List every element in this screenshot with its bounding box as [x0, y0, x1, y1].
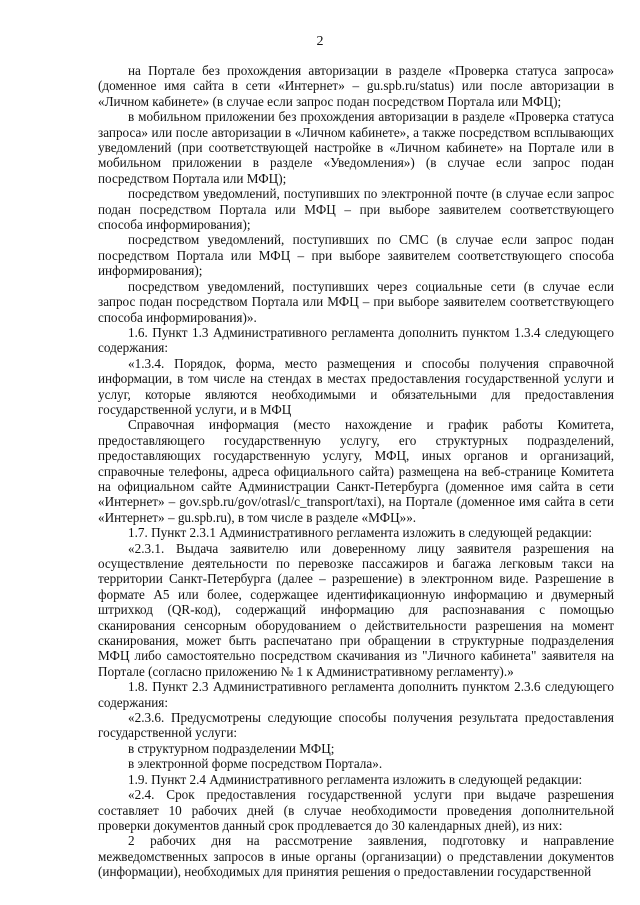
paragraph: 1.9. Пункт 2.4 Административного регламента изложить в следующей редакции:	[128, 771, 583, 787]
paragraph: на Портале без прохождения авторизации в разделе «Проверка статуса запроса» (доменное имя сайта в сети «Интернет» – gu.spb.ru/status) или после авторизации в «Личном кабинете» (в случае если запрос подан посредством Портала или МФЦ);	[98, 63, 614, 109]
paragraph: в структурном подразделении МФЦ;	[128, 740, 335, 756]
paragraph: 1.8. Пункт 2.3 Административного регламента дополнить пунктом 2.3.6 следующего содержания:	[98, 679, 614, 710]
paragraph: 1.7. Пункт 2.3.1 Административного регламента изложить в следующей редакции:	[128, 525, 593, 541]
document-body	[98, 63, 614, 880]
paragraph: в мобильном приложении без прохождения авторизации в разделе «Проверка статуса запроса» или после авторизации в «Личном кабинете», а также посредством всплывающих уведомлений (при соответствующей настройке в «Личном кабинете» на Портале или в мобильном приложении в разделе «Уведомления») (в случае если запрос подан посредством Портала или МФЦ);	[98, 109, 614, 186]
page-number: 2	[316, 34, 324, 49]
paragraph: «2.3.1. Выдача заявителю или доверенному лицу заявителя разрешения на осуществление деятельности по перевозке пассажиров и багажа легковым такси на территории Санкт-Петербурга (далее – разрешение) в электронном виде. Разрешение в формате А5 или более, содержащее идентификационную информацию и двумерный штрихкод (QR-код), содержащий информацию для распознавания с помощью сканирования сенсорным оборудованием о действительности разрешения на момент сканирования, может быть распечатано при обращении в структурные подразделения МФЦ либо самостоятельно посредством скачивания из "Личного кабинета" заявителя на Портале (согласно приложению № 1 к Административному регламенту).»	[98, 540, 614, 679]
paragraph: посредством уведомлений, поступивших через социальные сети (в случае если запрос подан посредством Портала или МФЦ – при выборе заявителем соответствующего способа информирования)».	[98, 278, 614, 325]
paragraph: «2.3.6. Предусмотрены следующие способы получения результата предоставления государственной услуги:	[98, 710, 614, 741]
paragraph: посредством уведомлений, поступивших по СМС (в случае если запрос подан посредством Портала или МФЦ – при выборе заявителем соответствующего способа информирования);	[98, 232, 614, 279]
paragraph: в электронной форме посредством Портала».	[128, 756, 383, 772]
paragraph: посредством уведомлений, поступивших по электронной почте (в случае если запрос подан посредством Портала или МФЦ – при выборе заявителем соответствующего способа информирования);	[98, 186, 614, 233]
paragraph: Справочная информация (место нахождение и график работы Комитета, предоставляющего государственную услугу, его структурных подразделений, предоставляющих государственную услугу, МФЦ, иных органов и организаций, справочные телефоны, адреса официального сайта) размещена на веб-странице Комитета на официальном сайте Администрации Санкт-Петербурга (доменное имя сайта в сети «Интернет» – gov.spb.ru/gov/otrasl/c_transport/taxi), на Портале (доменное имя сайта в сети «Интернет» – gu.spb.ru), в том числе в разделе «МФЦ»».	[98, 417, 614, 525]
paragraph: «2.4. Срок предоставления государственной услуги при выдаче разрешения составляет 10 рабочих дней (в случае необходимости проведения дополнительной проверки документов данный срок продлевается до 30 календарных дней), из них:	[98, 787, 614, 833]
paragraph: 2 рабочих дня на рассмотрение заявления, подготовку и направление межведомственных запросов в иные органы (организации) о представлении документов (информации), необходимых для принятия решения о предоставлении государственной	[98, 833, 614, 880]
paragraph: «1.3.4. Порядок, форма, место размещения и способы получения справочной информации, в том числе на стендах в местах предоставления государственной услуги и услуг, которые являются необходимыми и обязательными для предоставления государственной услуги, и в МФЦ	[98, 355, 614, 417]
paragraph: 1.6. Пункт 1.3 Административного регламента дополнить пунктом 1.3.4 следующего содержания:	[98, 324, 614, 356]
